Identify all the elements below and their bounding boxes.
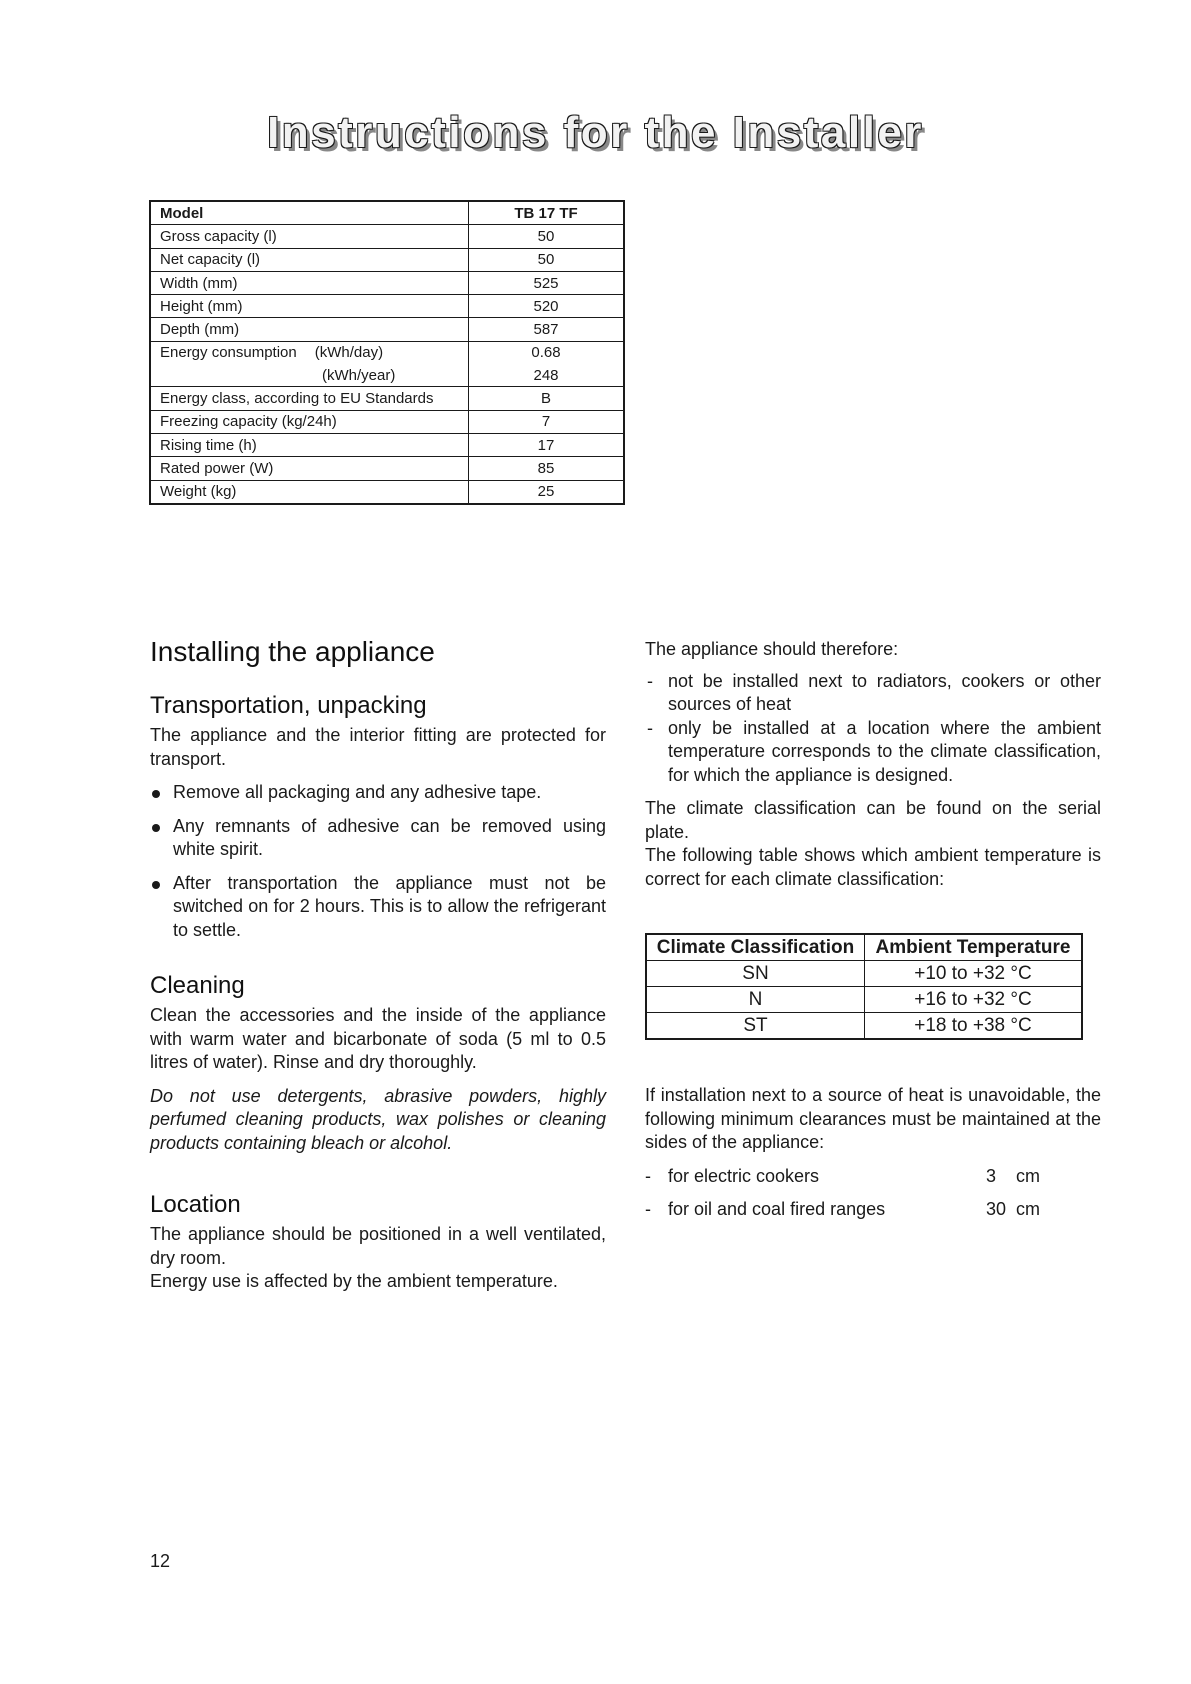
page-title: Instructions for the Installer (267, 108, 924, 157)
row-label: Rising time (h) (150, 433, 469, 456)
table-row (150, 295, 624, 318)
location-text: The appliance should be positioned in a well ventilated, dry room. (150, 1224, 606, 1268)
table-row (150, 410, 624, 433)
energy-value-year: 248 (469, 364, 625, 387)
ambient-temp: +16 to +32 °C (865, 987, 1083, 1013)
table-header-row (150, 201, 624, 225)
energy-year-cell (150, 364, 469, 387)
table-row (150, 387, 624, 410)
clearance-intro: If installation next to a source of heat is unavoidable, the following minimum clearances must be maintained at the sides of the appliance: (645, 1085, 1101, 1152)
energy-label: Energy consumption (160, 344, 297, 362)
row-value: 7 (469, 410, 625, 433)
table-row-energy-day (150, 341, 624, 364)
table-row (150, 480, 624, 504)
transport-intro: The appliance and the interior fitting are protected for transport. (150, 725, 606, 769)
row-label: Weight (kg) (150, 480, 469, 504)
table-row-energy-year (150, 364, 624, 387)
row-value: 17 (469, 433, 625, 456)
table-row (646, 961, 1082, 987)
row-value: 25 (469, 480, 625, 504)
climate-class: N (646, 987, 865, 1013)
subheading-cleaning: Cleaning (150, 972, 245, 999)
energy-unit-year: (kWh/year) (322, 366, 396, 384)
temperature-header: Ambient Temperature (865, 934, 1083, 961)
section-heading-installing: Installing the appliance (150, 636, 435, 667)
row-label: Depth (mm) (150, 318, 469, 341)
clearance-label: for electric cookers (668, 1165, 820, 1186)
clearance-value: 3 (986, 1165, 997, 1186)
clearance-label: for oil and coal fired ranges (668, 1199, 886, 1219)
table-row (150, 271, 624, 294)
energy-unit-day: (kWh/day) (314, 344, 384, 362)
energy-value-day: 0.68 (469, 341, 625, 364)
right-column (645, 638, 1101, 1222)
list-item: - only be installed at a location where the ambient temperature corresponds to the climate classification, for which the appliance is designed. (645, 717, 1101, 788)
clearance-unit: cm (1016, 1199, 1040, 1219)
row-label: Width (mm) (150, 271, 469, 294)
requirements-intro: The appliance should therefore: (645, 639, 899, 659)
row-label: Net capacity (l) (150, 248, 469, 271)
row-value: 85 (469, 457, 625, 480)
table-row (150, 433, 624, 456)
row-label: Energy class, according to EU Standards (150, 387, 469, 410)
serial-plate-text: The climate classification can be found on the serial plate. (645, 798, 1101, 842)
page-number: 12 (150, 1551, 171, 1571)
row-label: Gross capacity (l) (150, 225, 469, 248)
table-row (150, 225, 624, 248)
dash: - (645, 1165, 651, 1186)
row-value: 520 (469, 295, 625, 318)
row-value: B (469, 387, 625, 410)
table-row (646, 987, 1082, 1013)
model-value: TB 17 TF (469, 201, 625, 225)
left-column (150, 636, 606, 1294)
list-item: - not be installed next to radiators, cookers or other sources of heat (645, 670, 1101, 717)
table-row (150, 318, 624, 341)
row-label: Freezing capacity (kg/24h) (150, 410, 469, 433)
clearance-row (645, 1165, 1101, 1189)
transport-bullet-list (150, 781, 606, 942)
list-item: Any remnants of adhesive can be removed using white spirit. (150, 815, 606, 862)
clearance-row (645, 1198, 1101, 1222)
table-row (646, 1013, 1082, 1040)
table-header-row (646, 934, 1082, 961)
row-label: Height (mm) (150, 295, 469, 318)
clearance-value: 30 (986, 1199, 1007, 1219)
climate-table (645, 933, 1083, 1040)
subheading-transportation: Transportation, unpacking (150, 692, 427, 719)
cleaning-warning: Do not use detergents, abrasive powders, highly perfumed cleaning products, wax polishes or cleaning products containing bleach or alcohol. (150, 1085, 606, 1153)
list-item: Remove all packaging and any adhesive tape. (150, 781, 606, 805)
energy-label-cell (150, 341, 469, 364)
table-row (150, 248, 624, 271)
model-label: Model (150, 201, 469, 225)
subheading-location: Location (150, 1191, 241, 1218)
row-label: Rated power (W) (150, 457, 469, 480)
cleaning-text: Clean the accessories and the inside of the appliance with warm water and bicarbonate of soda (5 ml to 0.5 litres of water). Rinse and dry thoroughly. (150, 1005, 606, 1072)
ambient-temp: +10 to +32 °C (865, 961, 1083, 987)
specification-table (149, 200, 625, 505)
row-value: 587 (469, 318, 625, 341)
clearance-unit: cm (1016, 1165, 1040, 1186)
requirements-list (645, 670, 1101, 788)
ambient-temp: +18 to +38 °C (865, 1013, 1083, 1040)
climate-class: SN (646, 961, 865, 987)
row-value: 50 (469, 225, 625, 248)
climate-table-intro: The following table shows which ambient temperature is correct for each climate classification: (645, 845, 1101, 889)
row-value: 525 (469, 271, 625, 294)
climate-class: ST (646, 1013, 865, 1040)
list-item: After transportation the appliance must not be switched on for 2 hours. This is to allow the refrigerant to settle. (150, 872, 606, 943)
dash: - (645, 1199, 651, 1219)
row-value: 50 (469, 248, 625, 271)
location-energy-text: Energy use is affected by the ambient temperature. (150, 1271, 558, 1291)
table-row (150, 457, 624, 480)
climate-header: Climate Classification (646, 934, 865, 961)
